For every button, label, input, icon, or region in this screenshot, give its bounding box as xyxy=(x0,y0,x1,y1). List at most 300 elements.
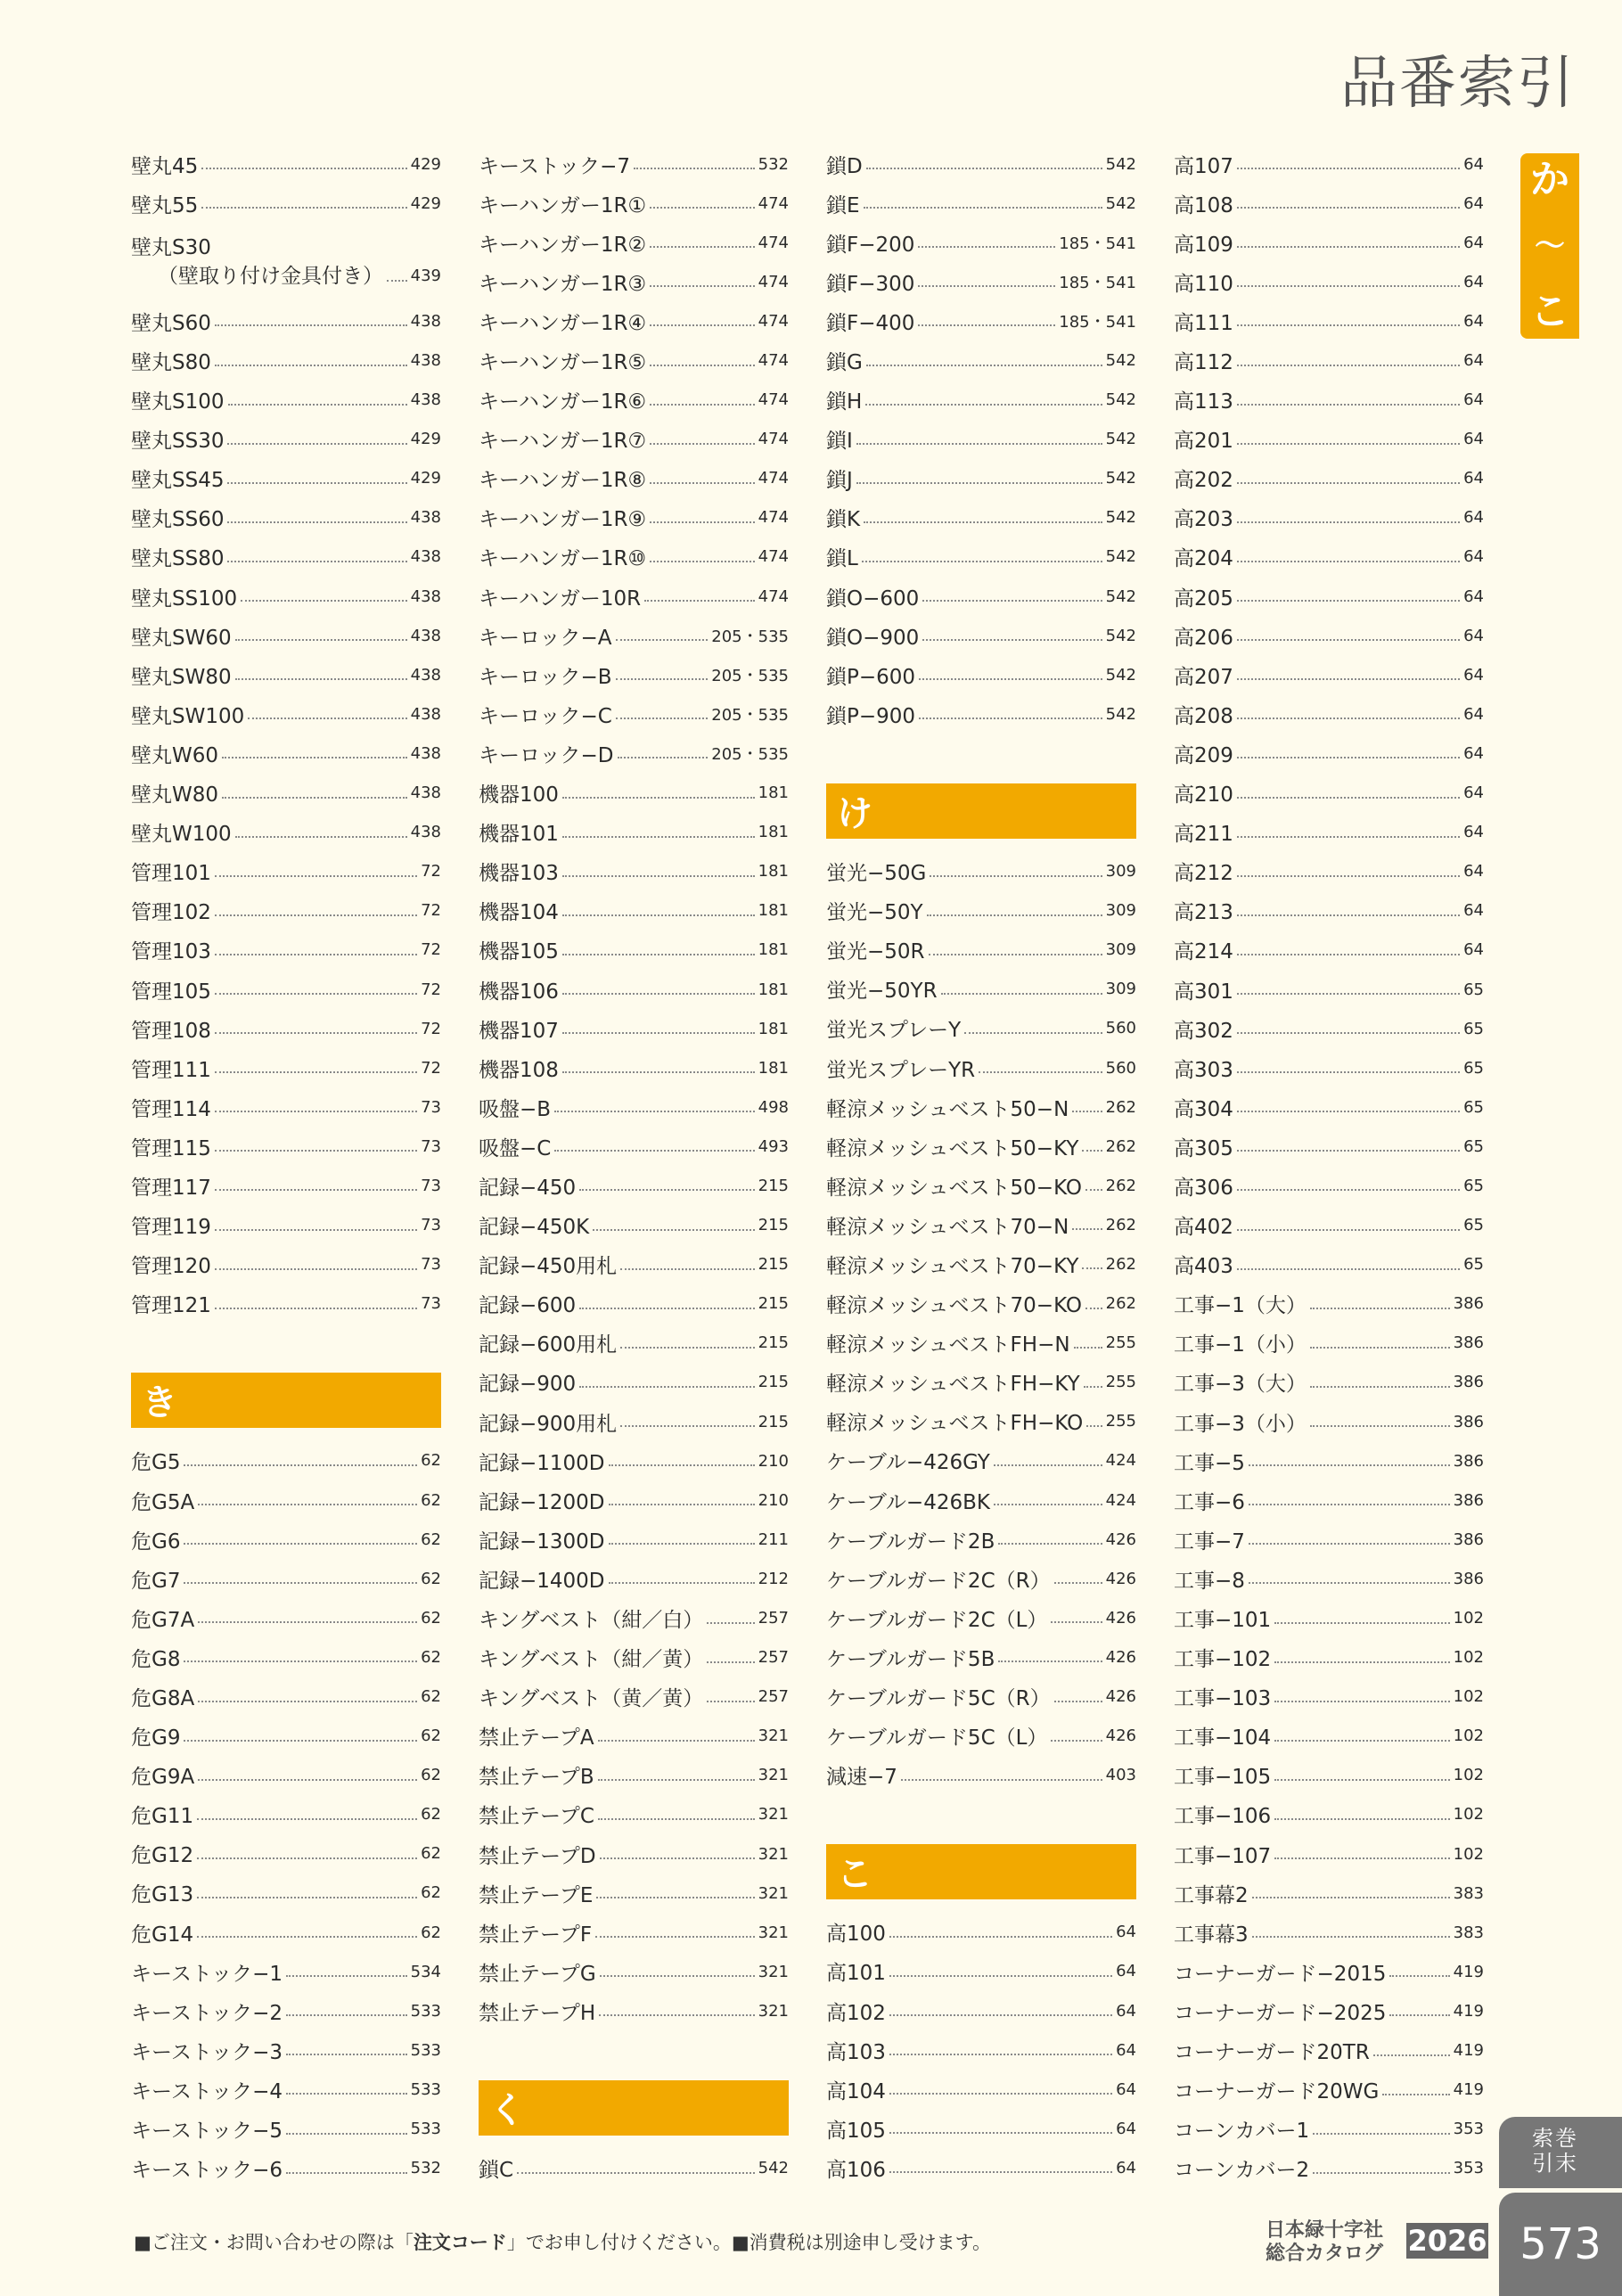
entry-name: 工事幕3 xyxy=(1174,1923,1249,1947)
index-entry[interactable] xyxy=(479,262,789,301)
entry-page: 64 xyxy=(1463,311,1484,331)
entry-name: 鎖I xyxy=(826,430,853,454)
entry-name: キーハンガー1R③ xyxy=(479,272,647,296)
index-entry[interactable] xyxy=(479,2149,789,2188)
index-entry[interactable] xyxy=(479,694,789,734)
entry-page: 438 xyxy=(410,351,441,371)
dot-leader xyxy=(215,914,417,916)
index-entry[interactable] xyxy=(479,891,789,931)
index-entry[interactable] xyxy=(826,144,1136,184)
dot-leader xyxy=(919,678,1102,680)
index-entry[interactable] xyxy=(131,577,441,616)
dot-leader xyxy=(1085,1189,1102,1191)
index-entry[interactable] xyxy=(826,262,1136,301)
index-entry[interactable] xyxy=(1174,1598,1484,1637)
entry-name: 高209 xyxy=(1174,743,1233,767)
index-entry[interactable] xyxy=(479,852,789,891)
index-entry[interactable] xyxy=(1174,1520,1484,1559)
entry-page: 210 xyxy=(758,1451,789,1471)
index-entry[interactable] xyxy=(826,1048,1136,1087)
index-entry[interactable] xyxy=(131,774,441,813)
index-entry[interactable] xyxy=(479,774,789,813)
index-entry[interactable] xyxy=(826,420,1136,459)
index-entry[interactable] xyxy=(131,1834,441,1874)
index-entry[interactable] xyxy=(826,852,1136,891)
entry-page: 542 xyxy=(758,2159,789,2178)
index-entry[interactable] xyxy=(826,381,1136,420)
index-entry[interactable] xyxy=(131,1520,441,1559)
index-entry[interactable] xyxy=(131,1874,441,1913)
kana-range-tab[interactable] xyxy=(1520,153,1579,339)
index-entry[interactable] xyxy=(479,1009,789,1048)
index-entry[interactable] xyxy=(826,2070,1136,2109)
index-entry[interactable] xyxy=(131,852,441,891)
entry-page: 255 xyxy=(1105,1373,1136,1392)
entry-page: 64 xyxy=(1116,2119,1136,2138)
index-entry[interactable] xyxy=(131,223,441,301)
entry-name: 工事−5 xyxy=(1174,1451,1245,1475)
index-entry[interactable] xyxy=(1174,1952,1484,1991)
entry-name: 高201 xyxy=(1174,430,1233,454)
entry-page: 429 xyxy=(410,469,441,488)
dot-leader xyxy=(228,404,407,406)
index-entry[interactable] xyxy=(479,1559,789,1598)
index-entry[interactable] xyxy=(1174,1834,1484,1874)
index-entry[interactable] xyxy=(826,891,1136,931)
index-entry[interactable] xyxy=(826,694,1136,734)
index-entry[interactable] xyxy=(131,1952,441,1991)
index-entry[interactable] xyxy=(1174,1245,1484,1284)
entry-page: 65 xyxy=(1463,1216,1484,1235)
index-entry[interactable] xyxy=(1174,537,1484,577)
index-entry[interactable] xyxy=(131,1677,441,1716)
index-entry[interactable] xyxy=(1174,813,1484,852)
dot-leader xyxy=(1237,285,1460,287)
kana-tab-start: か xyxy=(1530,157,1569,202)
entry-page: 64 xyxy=(1463,901,1484,921)
entry-name: 高305 xyxy=(1174,1136,1233,1160)
index-entry[interactable] xyxy=(479,655,789,694)
index-entry[interactable] xyxy=(1174,931,1484,970)
entry-page: 542 xyxy=(1105,390,1136,410)
index-entry[interactable] xyxy=(479,813,789,852)
entry-name: 機器108 xyxy=(479,1058,559,1082)
entry-page: 474 xyxy=(758,430,789,449)
index-entry[interactable] xyxy=(131,1127,441,1166)
index-entry[interactable] xyxy=(1174,734,1484,773)
index-entry[interactable] xyxy=(826,1598,1136,1637)
entry-name: キーロック−B xyxy=(479,665,612,689)
dot-leader xyxy=(650,443,755,445)
index-entry[interactable] xyxy=(479,1717,789,1756)
dot-leader xyxy=(227,443,406,445)
entry-name: 機器106 xyxy=(479,980,559,1004)
index-entry[interactable] xyxy=(479,734,789,773)
index-entry[interactable] xyxy=(479,301,789,340)
index-entry[interactable] xyxy=(1174,420,1484,459)
index-entry[interactable] xyxy=(826,1559,1136,1598)
index-entry[interactable] xyxy=(1174,381,1484,420)
index-entry[interactable] xyxy=(479,498,789,537)
index-entry[interactable] xyxy=(131,891,441,931)
dot-leader xyxy=(197,1818,417,1820)
index-entry[interactable] xyxy=(479,1677,789,1717)
index-entry[interactable] xyxy=(479,1441,789,1480)
entry-name: 高106 xyxy=(826,2158,886,2182)
index-entry[interactable] xyxy=(479,1363,789,1402)
entry-page: 65 xyxy=(1463,1176,1484,1195)
index-entry[interactable] xyxy=(131,2149,441,2188)
index-entry[interactable] xyxy=(1174,1363,1484,1402)
index-entry[interactable] xyxy=(479,1127,789,1166)
index-column-4 xyxy=(1174,144,1484,2188)
index-entry[interactable] xyxy=(131,1166,441,1205)
index-entry[interactable] xyxy=(479,1874,789,1913)
index-entry[interactable] xyxy=(826,1324,1136,1363)
index-entry[interactable] xyxy=(479,1402,789,1441)
index-entry[interactable] xyxy=(826,1441,1136,1480)
index-entry[interactable] xyxy=(1174,262,1484,301)
entry-name: 軽涼メッシュベスト70−KO xyxy=(826,1294,1083,1318)
entry-page: 321 xyxy=(758,1923,789,1942)
index-entry[interactable] xyxy=(131,1284,441,1324)
index-entry[interactable] xyxy=(826,1284,1136,1324)
entry-page: 262 xyxy=(1105,1294,1136,1314)
index-entry[interactable] xyxy=(1174,2149,1484,2188)
entry-page: 262 xyxy=(1105,1136,1136,1156)
dot-leader xyxy=(222,797,407,799)
dot-leader xyxy=(227,482,406,484)
entry-name: 高101 xyxy=(826,1962,886,1986)
index-entry[interactable] xyxy=(826,1717,1136,1756)
index-entry[interactable] xyxy=(131,1795,441,1834)
index-entry[interactable] xyxy=(131,459,441,498)
index-entry[interactable] xyxy=(1174,301,1484,340)
index-entry[interactable] xyxy=(479,381,789,420)
index-entry[interactable] xyxy=(131,1087,441,1127)
entry-page: 73 xyxy=(421,1216,441,1235)
index-entry[interactable] xyxy=(826,1480,1136,1520)
index-entry[interactable] xyxy=(131,655,441,694)
index-entry[interactable] xyxy=(479,144,789,184)
index-entry[interactable] xyxy=(1174,852,1484,891)
index-entry[interactable] xyxy=(479,1520,789,1559)
entry-page: 64 xyxy=(1463,154,1484,174)
entry-name: キーハンガー1R⑩ xyxy=(479,547,647,571)
entry-page: 429 xyxy=(410,430,441,449)
index-entry[interactable] xyxy=(1174,1559,1484,1598)
index-entry[interactable] xyxy=(131,2110,441,2149)
index-entry[interactable] xyxy=(826,1009,1136,1048)
entry-page: 321 xyxy=(758,1962,789,1981)
index-entry[interactable] xyxy=(826,537,1136,577)
index-entry[interactable] xyxy=(479,1913,789,1952)
entry-name: 工事−107 xyxy=(1174,1844,1272,1868)
index-entry[interactable] xyxy=(1174,970,1484,1009)
index-entry[interactable] xyxy=(826,1952,1136,1991)
index-entry[interactable] xyxy=(479,1166,789,1205)
dot-leader xyxy=(562,797,755,799)
index-entry[interactable] xyxy=(1174,1913,1484,1952)
entry-page: 321 xyxy=(758,1726,789,1746)
index-entry[interactable] xyxy=(479,1048,789,1087)
index-entry[interactable] xyxy=(479,340,789,380)
index-entry[interactable] xyxy=(479,184,789,223)
index-entry[interactable] xyxy=(479,459,789,498)
index-entry[interactable] xyxy=(826,459,1136,498)
index-entry[interactable] xyxy=(826,1127,1136,1166)
index-entry[interactable] xyxy=(131,2070,441,2109)
index-entry[interactable] xyxy=(826,1087,1136,1127)
dot-leader xyxy=(598,1740,755,1742)
index-entry[interactable] xyxy=(1174,1677,1484,1717)
index-entry[interactable] xyxy=(826,223,1136,262)
index-entry[interactable] xyxy=(826,1637,1136,1677)
index-entry[interactable] xyxy=(1174,694,1484,734)
index-entry[interactable] xyxy=(479,1638,789,1677)
dot-leader xyxy=(1237,207,1460,209)
index-entry[interactable] xyxy=(479,1756,789,1795)
index-entry[interactable] xyxy=(479,1245,789,1284)
index-entry[interactable] xyxy=(1174,1206,1484,1245)
entry-page: 386 xyxy=(1453,1569,1484,1588)
dot-leader xyxy=(1074,1347,1102,1349)
appendix-index-tab[interactable] xyxy=(1499,2117,1622,2188)
index-entry[interactable] xyxy=(131,1637,441,1677)
index-entry[interactable] xyxy=(1174,655,1484,694)
index-entry[interactable] xyxy=(1174,1991,1484,2030)
index-entry[interactable] xyxy=(826,1520,1136,1559)
dot-leader xyxy=(215,954,417,955)
entry-name: 軽涼メッシュベスト50−KY xyxy=(826,1136,1079,1160)
index-entry[interactable] xyxy=(1174,1756,1484,1795)
dot-leader xyxy=(922,600,1102,602)
entry-page: 383 xyxy=(1453,1883,1484,1903)
index-entry[interactable] xyxy=(826,184,1136,223)
index-entry[interactable] xyxy=(479,1952,789,1991)
index-entry[interactable] xyxy=(131,184,441,223)
index-entry[interactable] xyxy=(131,1441,441,1480)
entry-name: 軽涼メッシュベスト70−KY xyxy=(826,1254,1079,1278)
index-entry[interactable] xyxy=(826,931,1136,970)
entry-page: 533 xyxy=(410,2001,441,2021)
index-entry[interactable] xyxy=(131,537,441,577)
index-entry[interactable] xyxy=(826,577,1136,616)
index-entry[interactable] xyxy=(1174,1127,1484,1166)
index-entry[interactable] xyxy=(131,1913,441,1952)
index-entry[interactable] xyxy=(1174,2110,1484,2149)
index-entry[interactable] xyxy=(1174,1166,1484,1205)
index-entry[interactable] xyxy=(826,970,1136,1009)
entry-page: 438 xyxy=(410,586,441,606)
index-entry[interactable] xyxy=(1174,1874,1484,1913)
index-entry[interactable] xyxy=(1174,1717,1484,1756)
index-entry[interactable] xyxy=(131,1598,441,1637)
index-entry[interactable] xyxy=(1174,2031,1484,2070)
dot-leader xyxy=(620,1347,754,1349)
index-entry[interactable] xyxy=(826,2148,1136,2187)
entry-name: 工事−103 xyxy=(1174,1687,1272,1711)
index-entry[interactable] xyxy=(479,1991,789,2030)
index-entry[interactable] xyxy=(1174,1480,1484,1520)
index-entry[interactable] xyxy=(826,340,1136,380)
dot-leader xyxy=(215,1268,417,1270)
entry-name: 管理111 xyxy=(131,1058,211,1082)
index-entry[interactable] xyxy=(479,1324,789,1363)
index-entry[interactable] xyxy=(1174,184,1484,223)
entry-page: 205・535 xyxy=(711,667,789,686)
index-entry[interactable] xyxy=(1174,1048,1484,1087)
index-entry[interactable] xyxy=(826,1244,1136,1283)
index-entry[interactable] xyxy=(131,1717,441,1756)
index-entry[interactable] xyxy=(826,1363,1136,1402)
index-entry[interactable] xyxy=(826,616,1136,655)
index-entry[interactable] xyxy=(479,1206,789,1245)
entry-page: 73 xyxy=(421,1255,441,1275)
entry-page: 62 xyxy=(421,1451,441,1471)
index-entry[interactable] xyxy=(826,655,1136,694)
index-entry[interactable] xyxy=(826,1677,1136,1716)
index-entry[interactable] xyxy=(131,144,441,184)
index-entry[interactable] xyxy=(131,616,441,655)
entry-page: 424 xyxy=(1105,1451,1136,1471)
entry-page: 386 xyxy=(1453,1294,1484,1314)
index-entry[interactable] xyxy=(131,734,441,773)
index-entry[interactable] xyxy=(826,2109,1136,2148)
dot-leader xyxy=(609,1504,755,1505)
index-entry[interactable] xyxy=(826,301,1136,340)
index-entry[interactable] xyxy=(131,381,441,420)
index-entry[interactable] xyxy=(1174,577,1484,616)
dot-leader xyxy=(650,404,755,406)
entry-name: ケーブル−426GY xyxy=(826,1451,990,1475)
index-entry[interactable] xyxy=(131,498,441,537)
index-entry[interactable] xyxy=(479,1284,789,1324)
entry-page: 321 xyxy=(758,1805,789,1824)
index-entry[interactable] xyxy=(826,498,1136,537)
index-entry[interactable] xyxy=(131,301,441,340)
index-entry[interactable] xyxy=(1174,1441,1484,1480)
index-entry[interactable] xyxy=(479,970,789,1009)
index-entry[interactable] xyxy=(1174,1402,1484,1441)
index-entry[interactable] xyxy=(826,1991,1136,2030)
index-entry[interactable] xyxy=(479,537,789,577)
index-entry[interactable] xyxy=(826,1756,1136,1795)
dot-leader xyxy=(1274,1622,1449,1624)
index-entry[interactable] xyxy=(131,2030,441,2070)
index-entry[interactable] xyxy=(1174,498,1484,537)
entry-page: 102 xyxy=(1453,1687,1484,1707)
index-entry[interactable] xyxy=(1174,340,1484,380)
index-entry[interactable] xyxy=(479,1480,789,1520)
index-entry[interactable] xyxy=(131,1559,441,1598)
index-entry[interactable] xyxy=(131,970,441,1009)
index-entry[interactable] xyxy=(826,2030,1136,2070)
index-entry[interactable] xyxy=(131,1756,441,1795)
index-entry[interactable] xyxy=(1174,1284,1484,1324)
dot-leader xyxy=(235,836,407,838)
entry-page: 542 xyxy=(1105,665,1136,685)
index-entry[interactable] xyxy=(826,1166,1136,1205)
index-entry[interactable] xyxy=(1174,144,1484,184)
entry-page: 205・535 xyxy=(711,745,789,765)
index-entry[interactable] xyxy=(1174,1324,1484,1363)
entry-name: 管理119 xyxy=(131,1216,211,1240)
dot-leader xyxy=(562,1032,755,1034)
dot-leader xyxy=(562,914,755,916)
index-entry[interactable] xyxy=(131,1009,441,1048)
index-entry[interactable] xyxy=(131,420,441,459)
index-entry[interactable] xyxy=(479,1834,789,1874)
entry-page: 185・541 xyxy=(1059,274,1136,293)
index-entry[interactable] xyxy=(479,223,789,262)
index-entry[interactable] xyxy=(1174,891,1484,931)
entry-name: 機器103 xyxy=(479,862,559,886)
entry-page: 64 xyxy=(1463,390,1484,410)
index-entry[interactable] xyxy=(1174,616,1484,655)
index-entry[interactable] xyxy=(131,931,441,970)
dot-leader xyxy=(201,207,406,209)
index-entry[interactable] xyxy=(479,1795,789,1834)
index-entry[interactable] xyxy=(1174,223,1484,262)
index-entry[interactable] xyxy=(826,1205,1136,1244)
index-entry[interactable] xyxy=(479,1087,789,1127)
index-entry[interactable] xyxy=(826,1402,1136,1441)
index-entry[interactable] xyxy=(479,577,789,616)
entry-page: 72 xyxy=(421,1019,441,1038)
entry-name: 危G13 xyxy=(131,1883,194,1907)
index-entry[interactable] xyxy=(1174,1795,1484,1834)
index-entry[interactable] xyxy=(131,1480,441,1520)
dot-leader xyxy=(1237,1229,1460,1231)
index-entry[interactable] xyxy=(826,1913,1136,1952)
entry-page: 62 xyxy=(421,1647,441,1667)
index-entry[interactable] xyxy=(1174,2070,1484,2110)
index-entry[interactable] xyxy=(1174,774,1484,813)
index-entry[interactable] xyxy=(1174,1087,1484,1127)
entry-name: 記録−900用札 xyxy=(479,1412,618,1436)
index-entry[interactable] xyxy=(1174,1638,1484,1677)
index-entry[interactable] xyxy=(479,1598,789,1637)
index-entry[interactable] xyxy=(131,813,441,852)
section-header: き xyxy=(131,1373,441,1428)
index-entry[interactable] xyxy=(131,1991,441,2030)
dot-leader xyxy=(922,639,1102,641)
dot-leader xyxy=(1382,2094,1449,2095)
entry-page: 64 xyxy=(1463,547,1484,567)
index-entry[interactable] xyxy=(479,420,789,459)
entry-name: 工事−106 xyxy=(1174,1805,1272,1829)
index-entry[interactable] xyxy=(479,931,789,970)
dot-leader xyxy=(286,2093,407,2095)
dot-leader xyxy=(517,2172,755,2174)
entry-page: 205・535 xyxy=(711,627,789,647)
index-entry[interactable] xyxy=(131,694,441,734)
entry-page: 262 xyxy=(1105,1215,1136,1234)
footer-note-pre: ■ご注文・お問い合わせの際は「 xyxy=(134,2232,414,2253)
index-entry[interactable] xyxy=(1174,1009,1484,1048)
index-entry[interactable] xyxy=(1174,459,1484,498)
dot-leader xyxy=(227,561,406,562)
entry-name: 記録−1200D xyxy=(479,1490,605,1514)
index-entry[interactable] xyxy=(131,1206,441,1245)
dot-leader xyxy=(235,639,407,641)
entry-page: 64 xyxy=(1116,2158,1136,2177)
index-entry[interactable] xyxy=(131,340,441,380)
index-entry[interactable] xyxy=(479,616,789,655)
index-entry[interactable] xyxy=(131,1245,441,1284)
index-entry[interactable] xyxy=(131,1048,441,1087)
